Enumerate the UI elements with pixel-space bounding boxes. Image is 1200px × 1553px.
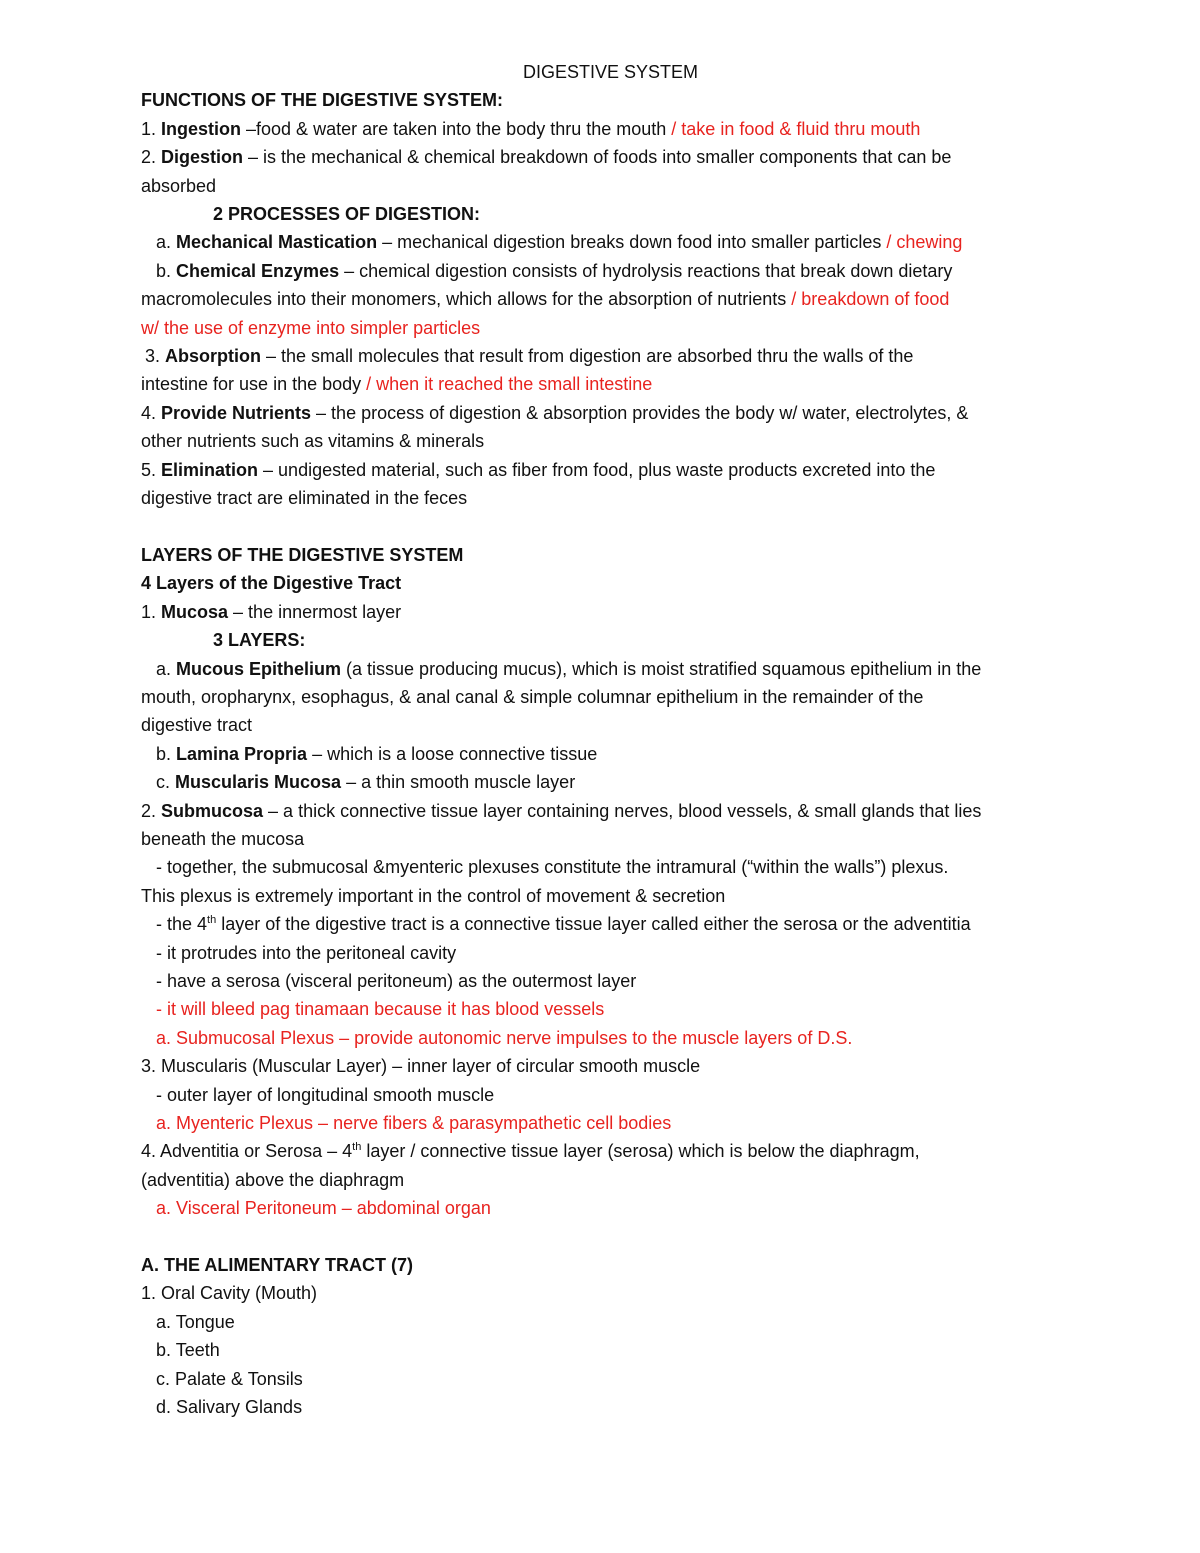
- layer-submucosa-cont: beneath the mucosa: [141, 828, 305, 849]
- text-part: - the 4: [156, 914, 208, 935]
- process-chemical-cont: [141, 285, 1080, 313]
- item-letter: c.: [156, 772, 176, 793]
- list-item: d. Salivary Glands: [156, 1397, 303, 1418]
- function-nutrients-cont: other nutrients such as vitamins & minerals: [141, 431, 485, 452]
- layer-adventitia: [141, 1137, 1080, 1165]
- processes-heading: [141, 200, 1080, 228]
- term: Provide Nutrients: [161, 402, 312, 423]
- term: Muscularis Mucosa: [175, 772, 342, 793]
- annotation: / chewing: [886, 232, 963, 253]
- function-absorption: [141, 342, 1080, 370]
- annotation: / breakdown of food: [791, 289, 950, 310]
- alimentary-heading: [141, 1251, 1080, 1279]
- definition: – chemical digestion consists of hydrolysis reactions that break down dietary: [339, 260, 953, 281]
- item-letter: a.: [156, 232, 177, 253]
- annotation: / when it reached the small intestine: [366, 374, 653, 395]
- layers-heading: [141, 541, 1080, 569]
- mucosa-epithelium: [141, 655, 1080, 683]
- process-chemical: [141, 257, 1080, 285]
- spacer: [141, 1223, 1080, 1251]
- submucosal-plexus-note: a. Submucosal Plexus – provide autonomic nerve impulses to the muscle layers of D.S.: [156, 1027, 853, 1048]
- functions-heading-text: FUNCTIONS OF THE DIGESTIVE SYSTEM:: [141, 90, 504, 111]
- term: Submucosa: [161, 800, 264, 821]
- term: Absorption: [165, 346, 262, 367]
- term: Chemical Enzymes: [176, 260, 340, 281]
- layers-heading-text: LAYERS OF THE DIGESTIVE SYSTEM: [141, 544, 464, 565]
- definition: –food & water are taken into the body thru the mouth: [241, 118, 672, 139]
- mucosa-lamina-propria: [141, 740, 1080, 768]
- function-elimination: [141, 456, 1080, 484]
- spacer: [141, 513, 1080, 541]
- mucosa-epithelium-cont2: digestive tract: [141, 715, 253, 736]
- submucosa-detail-peritoneal: - it protrudes into the peritoneal cavity: [156, 942, 457, 963]
- function-digestion: [141, 143, 1080, 171]
- processes-heading-text: 2 PROCESSES OF DIGESTION:: [213, 204, 481, 225]
- text-part: layer of the digestive tract is a connective tissue layer called either the serosa or the adventitia: [216, 914, 971, 935]
- term: Mechanical Mastication: [176, 232, 378, 253]
- alimentary-oral-cavity: 1. Oral Cavity (Mouth): [141, 1283, 318, 1304]
- function-ingestion: [141, 115, 1080, 143]
- process-chemical-note-cont: w/ the use of enzyme into simpler particles: [141, 317, 481, 338]
- text-part: layer / connective tissue layer (serosa) which is below the diaphragm,: [361, 1141, 920, 1162]
- definition: – which is a loose connective tissue: [307, 743, 598, 764]
- muscularis-detail: - outer layer of longitudinal smooth muscle: [156, 1084, 495, 1105]
- alimentary-heading-text: A. THE ALIMENTARY TRACT (7): [141, 1255, 413, 1276]
- layer-submucosa: [141, 797, 1080, 825]
- submucosa-detail-serosa: - have a serosa (visceral peritoneum) as the outermost layer: [156, 970, 637, 991]
- layers-subheading: [141, 569, 1080, 597]
- submucosa-detail-plexus: - together, the submucosal &myenteric plexuses constitute the intramural (“within the walls”) plexus.: [156, 857, 949, 878]
- item-number: 5.: [141, 459, 162, 480]
- item-letter: b.: [156, 260, 177, 281]
- item-number: 2.: [141, 147, 162, 168]
- definition-cont: intestine for use in the body: [141, 374, 367, 395]
- functions-heading: [141, 86, 1080, 114]
- submucosa-detail-plexus-cont: This plexus is extremely important in the control of movement & secretion: [141, 885, 726, 906]
- text-part: 4. Adventitia or Serosa – 4: [141, 1141, 353, 1162]
- submucosa-note-bleed: - it will bleed pag tinamaan because it has blood vessels: [156, 999, 605, 1020]
- function-digestion-cont: absorbed: [141, 175, 217, 196]
- term: Ingestion: [161, 118, 242, 139]
- three-layers-heading: [141, 626, 1080, 654]
- definition: – is the mechanical & chemical breakdown of foods into smaller components that can be: [243, 147, 952, 168]
- mucosa-epithelium-cont1: mouth, oropharynx, esophagus, & anal canal & simple columnar epithelium in the remainder of the: [141, 686, 924, 707]
- superscript: th: [207, 914, 217, 927]
- annotation: / take in food & fluid thru mouth: [671, 118, 921, 139]
- function-elimination-cont: digestive tract are eliminated in the feces: [141, 488, 468, 509]
- item-letter: b.: [156, 743, 177, 764]
- item-letter: a.: [156, 658, 177, 679]
- layer-adventitia-cont: (adventitia) above the diaphragm: [141, 1169, 405, 1190]
- definition: – undigested material, such as fiber from food, plus waste products excreted into the: [258, 459, 936, 480]
- list-item: c. Palate & Tonsils: [156, 1368, 303, 1389]
- function-absorption-cont: [141, 370, 1080, 398]
- definition: – the small molecules that result from digestion are absorbed thru the walls of the: [261, 346, 914, 367]
- list-item: a. Tongue: [156, 1311, 235, 1332]
- item-number: 3.: [145, 346, 166, 367]
- process-mechanical: [141, 228, 1080, 256]
- mucosa-muscularis-mucosa: [141, 768, 1080, 796]
- three-layers-text: 3 LAYERS:: [213, 630, 306, 651]
- list-item: b. Teeth: [156, 1340, 220, 1361]
- visceral-peritoneum-note: a. Visceral Peritoneum – abdominal organ: [156, 1198, 491, 1219]
- definition: – mechanical digestion breaks down food into smaller particles: [377, 232, 887, 253]
- definition: – a thick connective tissue layer containing nerves, blood vessels, & small glands that lies: [263, 800, 982, 821]
- item-number: 2.: [141, 800, 162, 821]
- definition-cont: macromolecules into their monomers, which allows for the absorption of nutrients: [141, 289, 792, 310]
- definition: – the process of digestion & absorption provides the body w/ water, electrolytes, &: [311, 402, 969, 423]
- myenteric-plexus-note: a. Myenteric Plexus – nerve fibers & parasympathetic cell bodies: [156, 1113, 672, 1134]
- layer-muscularis: 3. Muscularis (Muscular Layer) – inner layer of circular smooth muscle: [141, 1056, 701, 1077]
- submucosa-detail-fourth-layer: [141, 910, 1080, 938]
- term: Digestion: [161, 147, 244, 168]
- function-nutrients: [141, 399, 1080, 427]
- superscript: th: [352, 1141, 362, 1154]
- term: Elimination: [161, 459, 259, 480]
- item-number: 1.: [141, 601, 162, 622]
- item-number: 1.: [141, 118, 162, 139]
- definition: – the innermost layer: [228, 601, 402, 622]
- term: Mucous Epithelium: [176, 658, 342, 679]
- definition: – a thin smooth muscle layer: [341, 772, 576, 793]
- term: Mucosa: [161, 601, 229, 622]
- layer-mucosa: [141, 598, 1080, 626]
- item-number: 4.: [141, 402, 162, 423]
- layers-subheading-text: 4 Layers of the Digestive Tract: [141, 573, 402, 594]
- definition: (a tissue producing mucus), which is moist stratified squamous epithelium in the: [341, 658, 982, 679]
- page-title: DIGESTIVE SYSTEM: [522, 62, 699, 82]
- term: Lamina Propria: [176, 743, 308, 764]
